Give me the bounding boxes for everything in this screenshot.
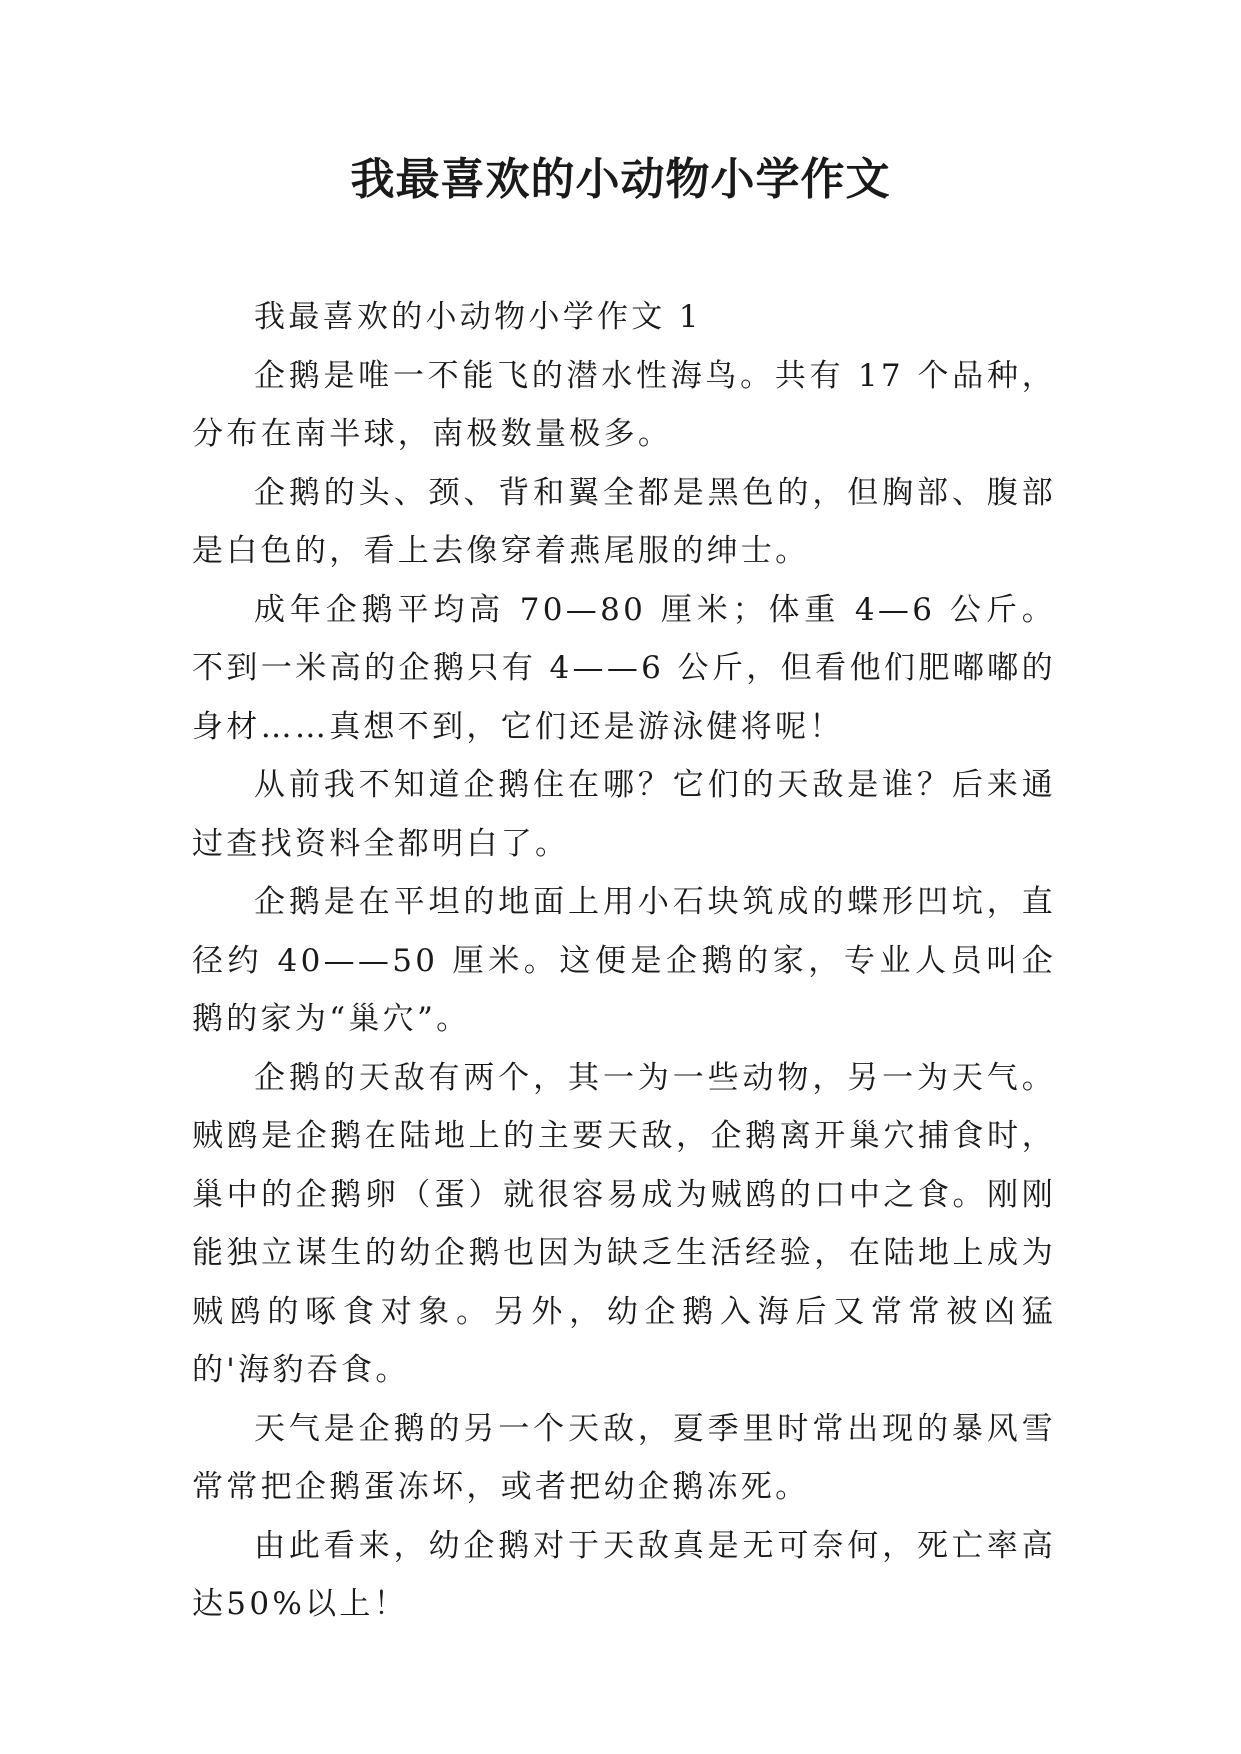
paragraph: 天气是企鹅的另一个天敌，夏季里时常出现的暴风雪常常把企鹅蛋冻坏，或者把幼企鹅冻死。: [192, 1410, 1056, 1505]
paragraph: 成年企鹅平均高 70—80 厘米；体重 4—6 公斤。不到一米高的企鹅只有 4——6 公斤，但看他们肥嘟嘟的身材……真想不到，它们还是游泳健将呢！: [192, 591, 1056, 745]
essay-subtitle: 我最喜欢的小动物小学作文 1: [254, 299, 702, 335]
paragraph: 企鹅的天敌有两个，其一为一些动物，另一为天气。贼鸥是企鹅在陆地上的主要天敌，企鹅离开巢穴捕食时，巢中的企鹅卵（蛋）就很容易成为贼鸥的口中之食。刚刚能独立谋生的幼企鹅也因为缺乏生活经验，在陆地上成为贼鸥的啄食对象。另外，幼企鹅入海后又常常被凶猛的'海豹吞食。: [192, 1059, 1056, 1388]
essay-body: [192, 288, 1056, 1634]
paragraph: 企鹅是唯一不能飞的潜水性海鸟。共有 17 个品种，分布在南半球，南极数量极多。: [192, 357, 1056, 452]
paragraph: 企鹅的头、颈、背和翼全都是黑色的，但胸部、腹部是白色的，看上去像穿着燕尾服的绅士。: [192, 474, 1056, 569]
page-title: 我最喜欢的小动物小学作文: [350, 154, 891, 205]
paragraph: 从前我不知道企鹅住在哪？它们的天敌是谁？后来通过查找资料全都明白了。: [192, 767, 1056, 862]
paragraph: 企鹅是在平坦的地面上用小石块筑成的蝶形凹坑，直径约 40——50 厘米。这便是企鹅的家，专业人员叫企鹅的家为“巢穴”。: [192, 884, 1056, 1037]
paragraph: 由此看来，幼企鹅对于天敌真是无可奈何，死亡率高达50%以上！: [192, 1527, 1056, 1622]
